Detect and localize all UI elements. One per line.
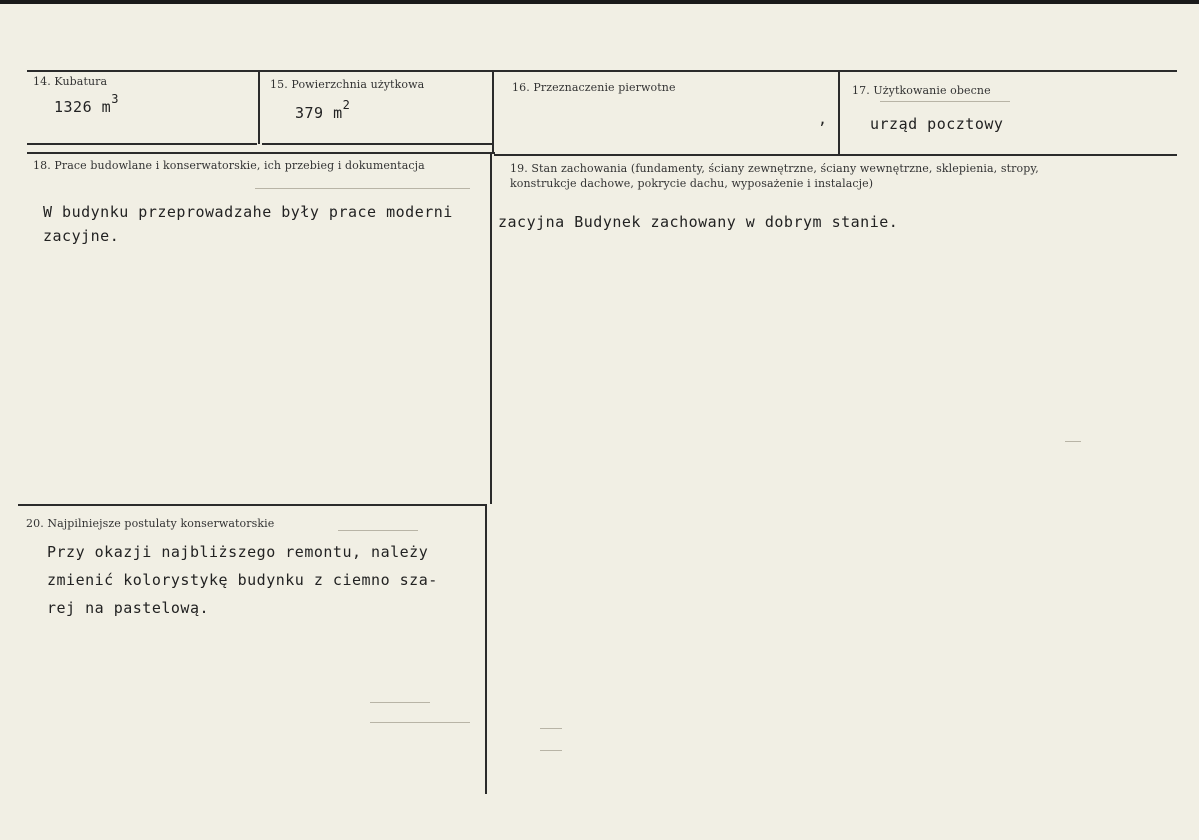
- field-17-value: urząd pocztowy: [870, 115, 1004, 133]
- row2-top-rule: [27, 152, 495, 154]
- field-16-label: 16. Przeznaczenie pierwotne: [512, 81, 676, 94]
- showthrough-mark: [540, 728, 562, 729]
- row3-top-rule: [18, 504, 486, 506]
- col-divider-15-16: [492, 72, 494, 154]
- field-20-line-2: zmienić kolorystykę budynku z ciemno sza-: [47, 571, 438, 589]
- row1-bottom-rule-a: [27, 143, 257, 145]
- showthrough-mark: [880, 101, 1010, 102]
- field-19-line-1: zacyjna Budynek zachowany w dobrym stanie.: [498, 213, 899, 231]
- field-14-value: 1326 $m^3$: [54, 92, 119, 116]
- showthrough-mark: [255, 188, 470, 189]
- field-16-value: ,: [818, 110, 828, 128]
- top-edge: [0, 0, 1199, 4]
- col-divider-18-19: [490, 154, 492, 504]
- col-divider-14-15: [258, 72, 260, 144]
- col-divider-20-19: [485, 504, 487, 794]
- row1-bottom-rule-c: [494, 154, 1177, 156]
- showthrough-mark: [370, 702, 430, 703]
- field-15-value: 379 $m^2$: [295, 98, 351, 122]
- field-19-label-line-1: 19. Stan zachowania (fundamenty, ściany zewnętrzne, ściany wewnętrzne, sklepienia, stropy,: [510, 162, 1039, 175]
- field-18-line-2: zacyjne.: [43, 227, 120, 245]
- field-14-label: 14. Kubatura: [33, 75, 108, 88]
- row1-top-rule: [27, 70, 1177, 72]
- showthrough-mark: [1065, 441, 1081, 442]
- col-divider-16-17: [838, 72, 840, 154]
- showthrough-mark: [338, 530, 418, 531]
- field-20-line-3: rej na pastelową.: [47, 599, 210, 617]
- showthrough-mark: [540, 750, 562, 751]
- row1-bottom-rule-b: [262, 143, 492, 145]
- field-19-label-line-2: konstrukcje dachowe, pokrycie dachu, wyposażenie i instalacje): [510, 177, 874, 190]
- field-20-line-1: Przy okazji najbliższego remontu, należy: [47, 543, 429, 561]
- field-15-label: 15. Powierzchnia użytkowa: [270, 78, 425, 91]
- field-17-label: 17. Użytkowanie obecne: [852, 84, 991, 97]
- field-20-label: 20. Najpilniejsze postulaty konserwatorskie: [26, 517, 275, 530]
- field-18-label: 18. Prace budowlane i konserwatorskie, ich przebieg i dokumentacja: [33, 159, 425, 172]
- field-18-line-1: W budynku przeprowadzahe były prace moderni: [43, 203, 453, 221]
- showthrough-mark: [370, 722, 470, 723]
